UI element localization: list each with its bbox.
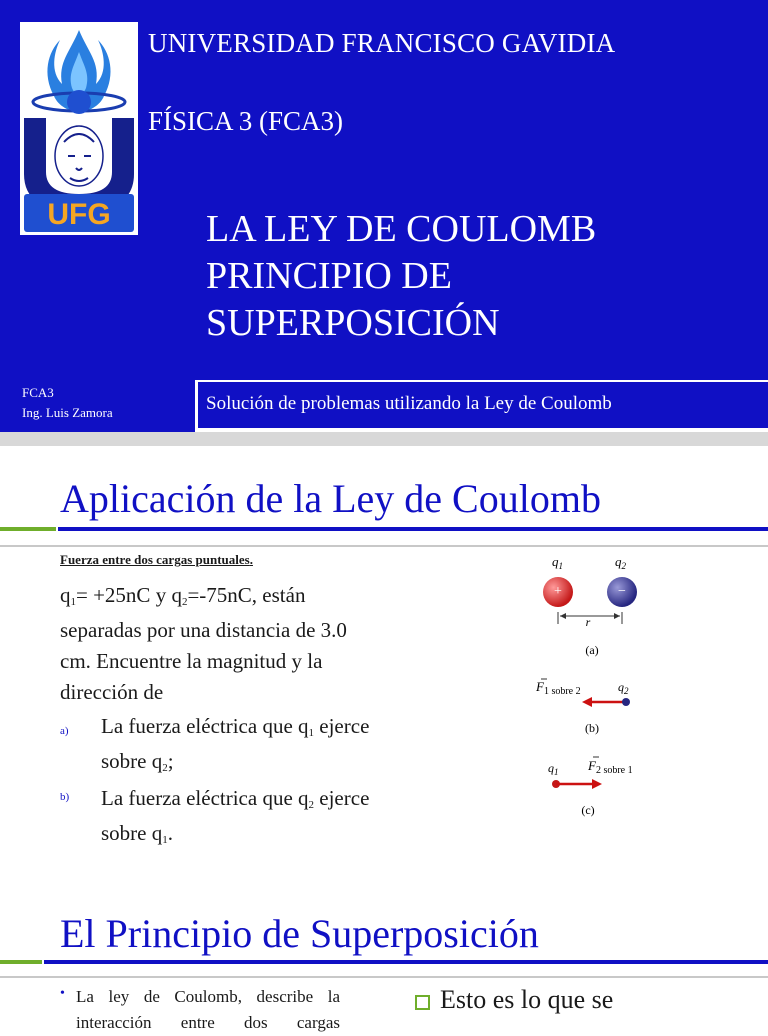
negative-charge xyxy=(622,698,630,706)
university-name: UNIVERSIDAD FRANCISCO GAVIDIA xyxy=(148,28,616,58)
title-line: PRINCIPIO DE xyxy=(206,255,452,297)
list-item: La fuerza eléctrica que $q_1$ ejerce sobre $q_2$; xyxy=(101,714,370,774)
svg-text:UFG: UFG xyxy=(47,198,111,231)
title-rule-accent xyxy=(0,527,56,531)
title-rule-accent xyxy=(0,960,42,964)
list-marker: a) xyxy=(60,725,69,737)
slide-title: Aplicación de la Ley de Coulomb xyxy=(60,476,601,521)
list-item: La fuerza eléctrica que $q_2$ ejerce sobre $q_1$. xyxy=(101,786,370,846)
caption-b: (b) xyxy=(585,721,599,735)
footer-author: Ing. Luis Zamora xyxy=(22,405,113,420)
presentation-title xyxy=(206,206,766,347)
footer-subtitle: Solución de problemas utilizando la Ley de Coulomb xyxy=(206,393,612,414)
bullet-text: Esto es lo que se xyxy=(440,985,614,1014)
title-rule xyxy=(44,960,768,964)
title-rule xyxy=(58,527,768,531)
slide-separator xyxy=(0,432,768,446)
title-line: LA LEY DE COULOMB xyxy=(206,208,597,250)
q2-label-b: $q_2$ xyxy=(618,680,629,696)
force-2-on-1-label: $F_{2 sobre 1}$ xyxy=(588,758,633,776)
ufg-logo xyxy=(20,22,138,235)
q2-label: $q_2$ xyxy=(615,554,626,571)
bullet-text: La ley de Coulomb, describe la interacción entre dos cargas xyxy=(76,987,340,1032)
problem-statement: $q_1= +25nC$ y $q_2=-75nC$, están separadas por una distancia de 3.0 cm. Encuentre la magnitud y la dirección de xyxy=(60,583,347,704)
bullet-icon: • xyxy=(60,986,65,1001)
svg-text:+: + xyxy=(554,584,562,599)
caption-a: (a) xyxy=(585,643,599,657)
square-bullet-icon xyxy=(415,995,430,1010)
footer-course-code: FCA3 xyxy=(22,385,54,400)
svg-text:r: r xyxy=(585,615,591,629)
title-line: SUPERPOSICIÓN xyxy=(206,302,500,344)
coulomb-force-diagram xyxy=(522,546,658,836)
slide-title: El Principio de Superposición xyxy=(60,911,539,956)
force-1-on-2-label: $F_{1 sobre 2}$ xyxy=(536,679,581,697)
list-marker: b) xyxy=(60,791,70,803)
caption-c: (c) xyxy=(581,803,595,817)
slide-divider xyxy=(0,976,768,978)
q1-label: $q_1$ xyxy=(552,554,563,571)
q1-label-c: $q_1$ xyxy=(548,761,559,777)
course-name: FÍSICA 3 (FCA3) xyxy=(148,106,344,136)
svg-text:−: − xyxy=(618,584,626,599)
problem-subheading: Fuerza entre dos cargas puntuales. xyxy=(60,552,253,567)
